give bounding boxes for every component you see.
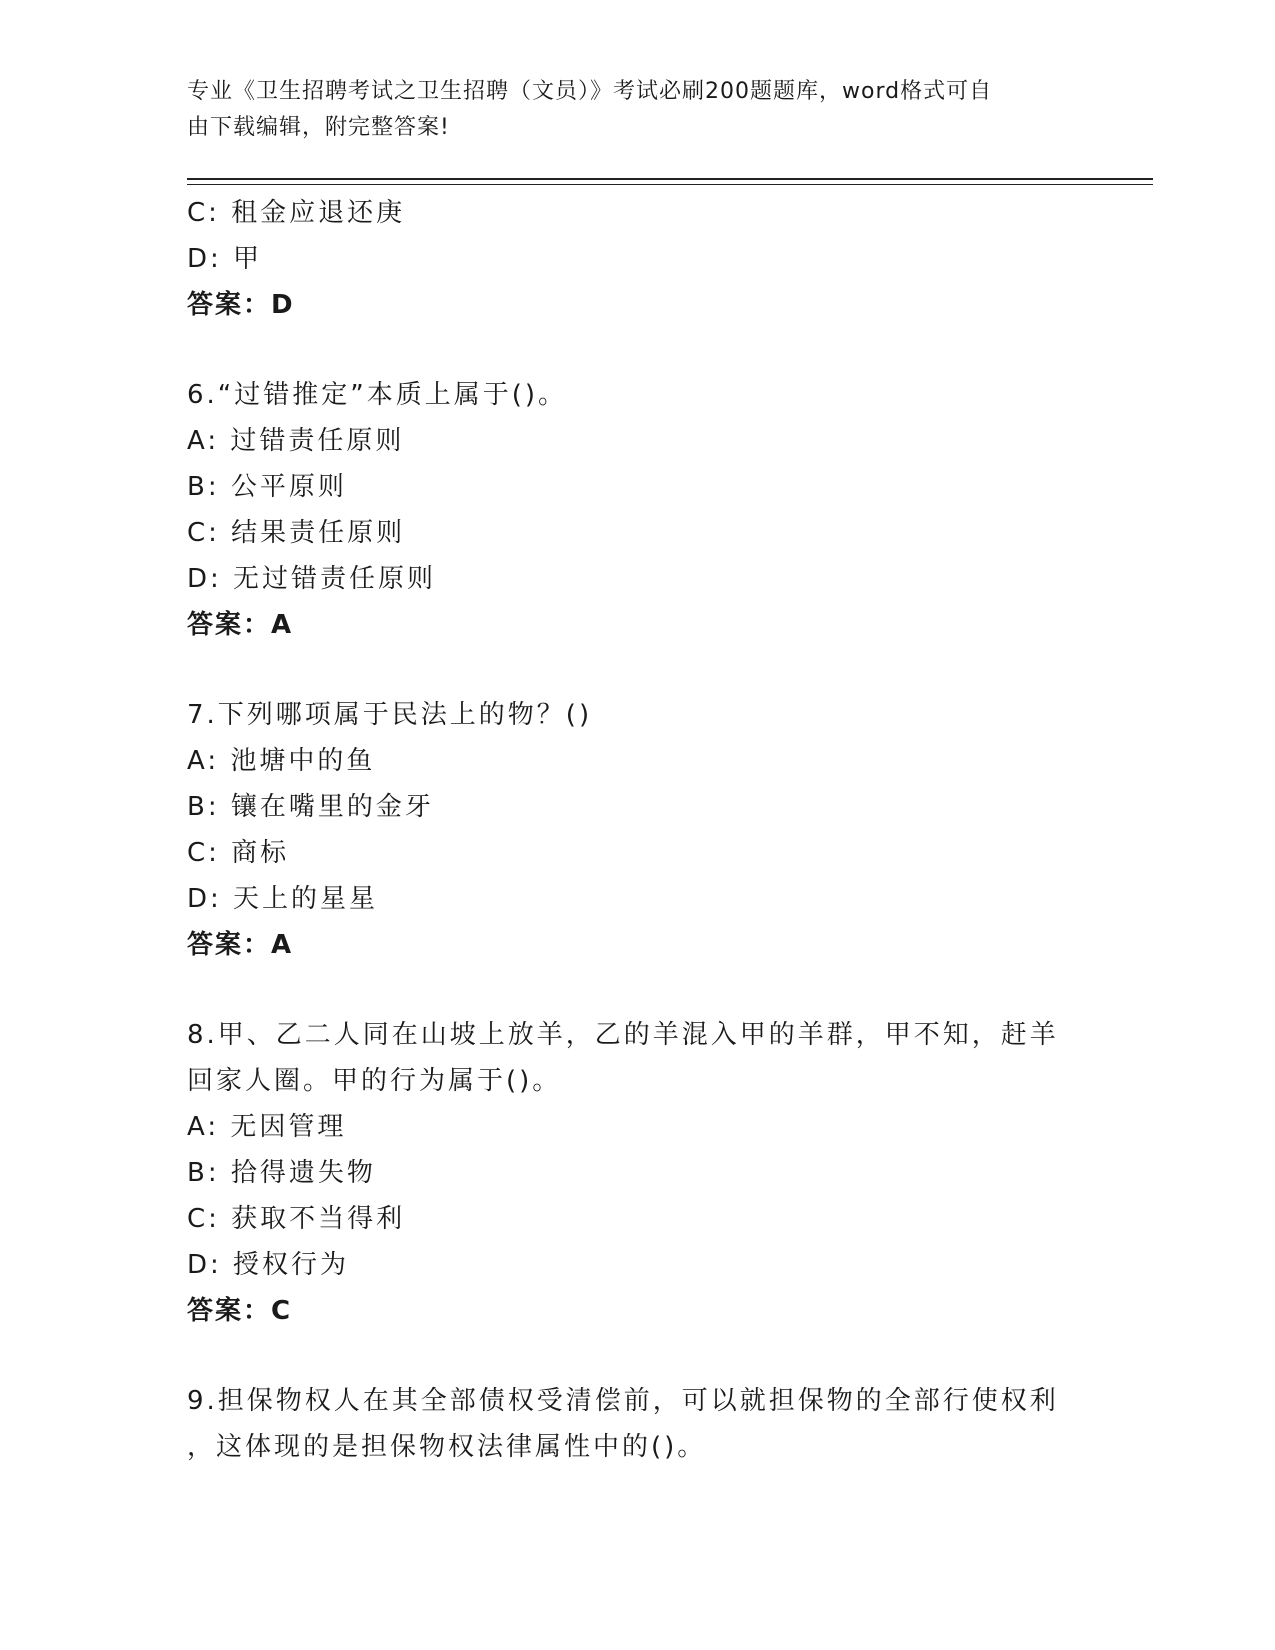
header-line-1: 专业《卫生招聘考试之卫生招聘（文员）》考试必刷200题题库，word格式可自 bbox=[187, 79, 993, 104]
option-d: D: 天上的星星 bbox=[187, 884, 379, 914]
header-line-2: 由下载编辑，附完整答案! bbox=[187, 115, 450, 140]
option-b: B: 镶在嘴里的金牙 bbox=[187, 792, 434, 822]
answer: 答案：A bbox=[187, 930, 294, 960]
option-b: B: 公平原则 bbox=[187, 472, 347, 502]
question-7 bbox=[187, 692, 1067, 968]
document-header bbox=[187, 74, 1067, 146]
answer: 答案：A bbox=[187, 610, 294, 640]
document-body bbox=[187, 190, 1067, 1470]
question-8 bbox=[187, 1012, 1067, 1334]
answer: 答案：C bbox=[187, 1296, 293, 1326]
option-a: A: 过错责任原则 bbox=[187, 426, 405, 456]
option-d: D: 授权行为 bbox=[187, 1250, 350, 1280]
question-text-line-2: ，这体现的是担保物权法律属性中的()。 bbox=[187, 1432, 707, 1462]
option-d: D: 甲 bbox=[187, 244, 263, 274]
option-c: C: 租金应退还庚 bbox=[187, 198, 406, 228]
header-rule-thin bbox=[187, 184, 1153, 185]
question-9 bbox=[187, 1378, 1067, 1470]
question-6 bbox=[187, 372, 1067, 648]
option-a: A: 无因管理 bbox=[187, 1112, 347, 1142]
question-text-line-1: 8.甲、乙二人同在山坡上放羊，乙的羊混入甲的羊群，甲不知，赶羊 bbox=[187, 1020, 1059, 1050]
question-text-line-1: 9.担保物权人在其全部债权受清偿前，可以就担保物的全部行使权利 bbox=[187, 1386, 1059, 1416]
option-c: C: 结果责任原则 bbox=[187, 518, 406, 548]
option-c: C: 商标 bbox=[187, 838, 290, 868]
previous-question-tail bbox=[187, 190, 1067, 328]
option-d: D: 无过错责任原则 bbox=[187, 564, 437, 594]
option-c: C: 获取不当得利 bbox=[187, 1204, 406, 1234]
option-b: B: 拾得遗失物 bbox=[187, 1158, 376, 1188]
question-text-line-2: 回家人圈。甲的行为属于()。 bbox=[187, 1066, 562, 1096]
answer: 答案：D bbox=[187, 290, 295, 320]
header-rule-thick bbox=[187, 178, 1153, 180]
question-text: 7.下列哪项属于民法上的物？() bbox=[187, 700, 593, 730]
question-text: 6.“过错推定”本质上属于()。 bbox=[187, 380, 568, 410]
option-a: A: 池塘中的鱼 bbox=[187, 746, 376, 776]
